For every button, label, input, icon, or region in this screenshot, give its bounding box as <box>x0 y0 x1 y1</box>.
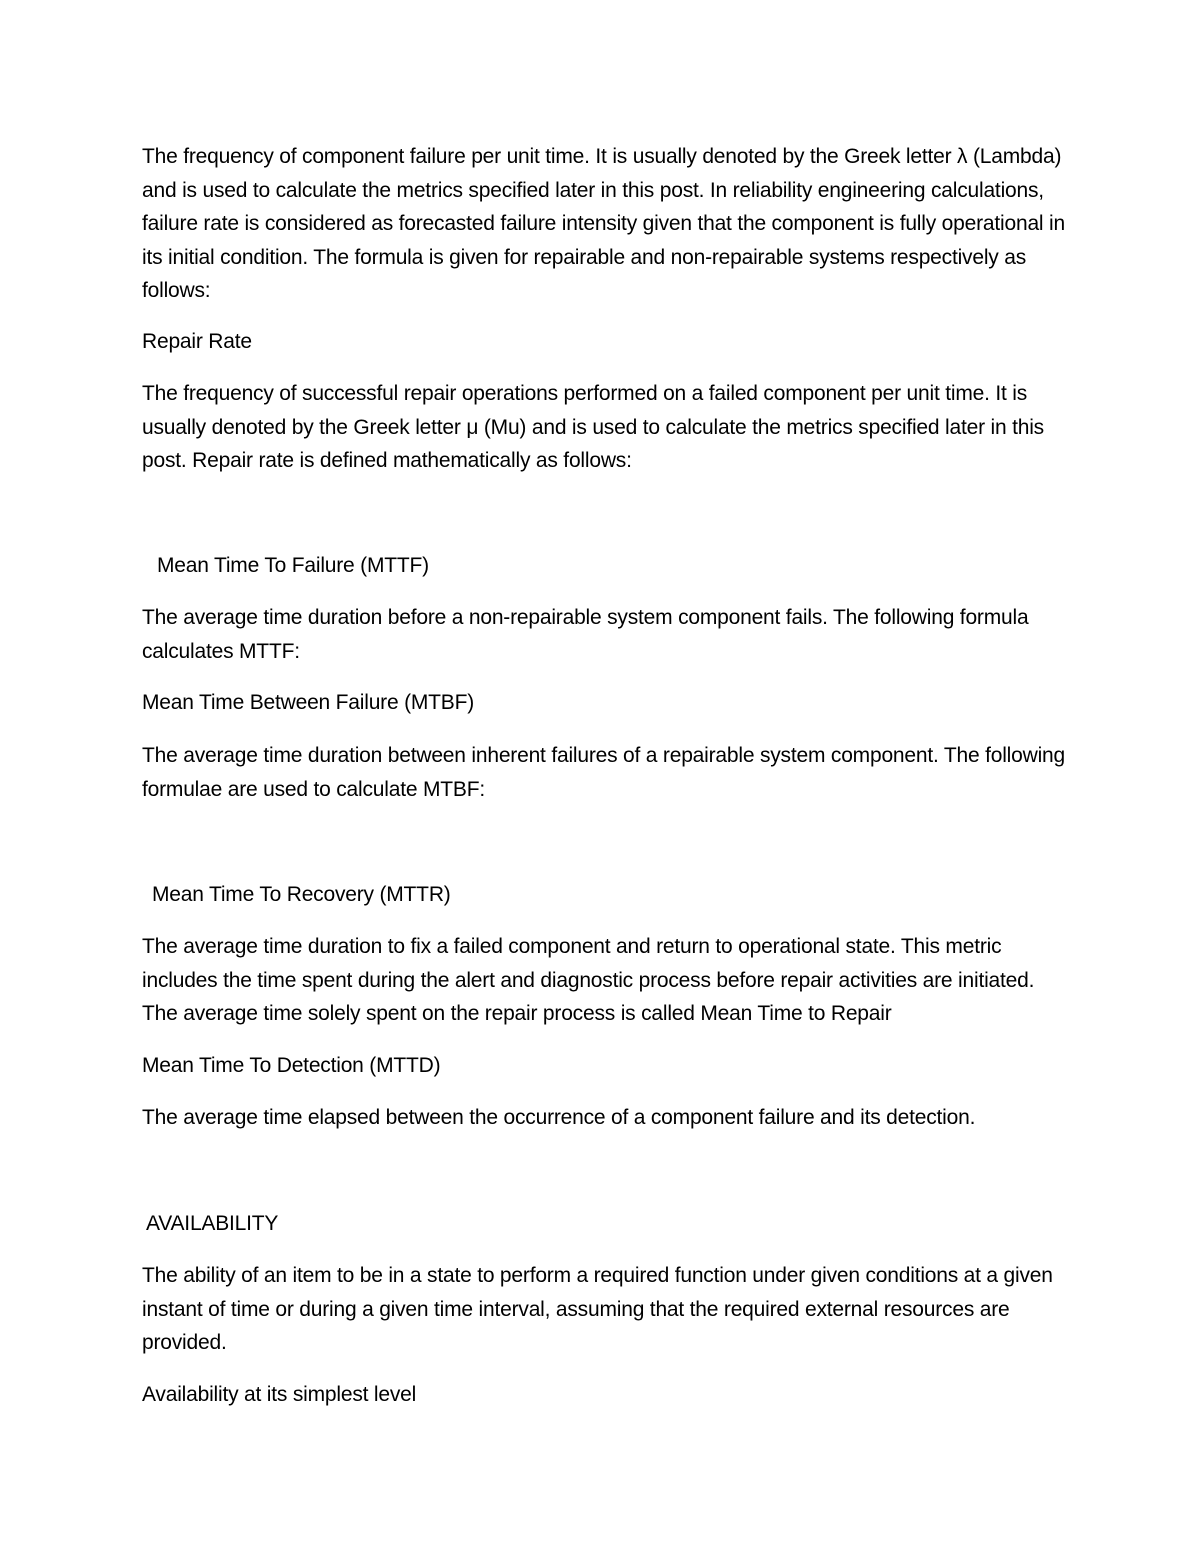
mttr-paragraph: The average time duration to fix a failed component and return to operational state. This metric includes the time spent during the alert and diagnostic process before repair activities are initiated. The average time solely spent on the repair process is called Mean Time to Repair <box>142 935 1040 1025</box>
repair-rate-paragraph: The frequency of successful repair operations performed on a failed component per unit time. It is usually denoted by the Greek letter μ (Mu) and is used to calculate the metrics specified later in this post. Repair rate is defined mathematically as follows: <box>142 382 1050 472</box>
failure-rate-paragraph: The frequency of component failure per unit time. It is usually denoted by the Greek letter λ (Lambda) and is used to calculate the metrics specified later in this post. In reliability engineering calculations, failure rate is considered as forecasted failure intensity given that the component is fully operational in its initial condition. The formula is given for repairable and non-repairable systems respectively as follows: <box>142 145 1071 302</box>
availability-simplest-line: Availability at its simplest level <box>142 1383 417 1406</box>
mttd-paragraph: The average time elapsed between the occurrence of a component failure and its detection. <box>142 1106 976 1129</box>
mttd-heading: Mean Time To Detection (MTTD) <box>142 1054 441 1077</box>
mttr-heading: Mean Time To Recovery (MTTR) <box>152 883 451 906</box>
mttf-paragraph: The average time duration before a non-repairable system component fails. The following formula calculates MTTF: <box>142 606 1035 663</box>
mtbf-heading: Mean Time Between Failure (MTBF) <box>142 691 475 714</box>
repair-rate-heading: Repair Rate <box>142 330 252 353</box>
availability-heading: AVAILABILITY <box>146 1212 279 1235</box>
mttf-heading: Mean Time To Failure (MTTF) <box>157 554 429 577</box>
availability-paragraph: The ability of an item to be in a state to perform a required function under given conditions at a given instant of time or during a given time interval, assuming that the required external resources are provided. <box>142 1264 1059 1354</box>
mtbf-paragraph: The average time duration between inherent failures of a repairable system component. The following formulae are used to calculate MTBF: <box>142 744 1071 801</box>
